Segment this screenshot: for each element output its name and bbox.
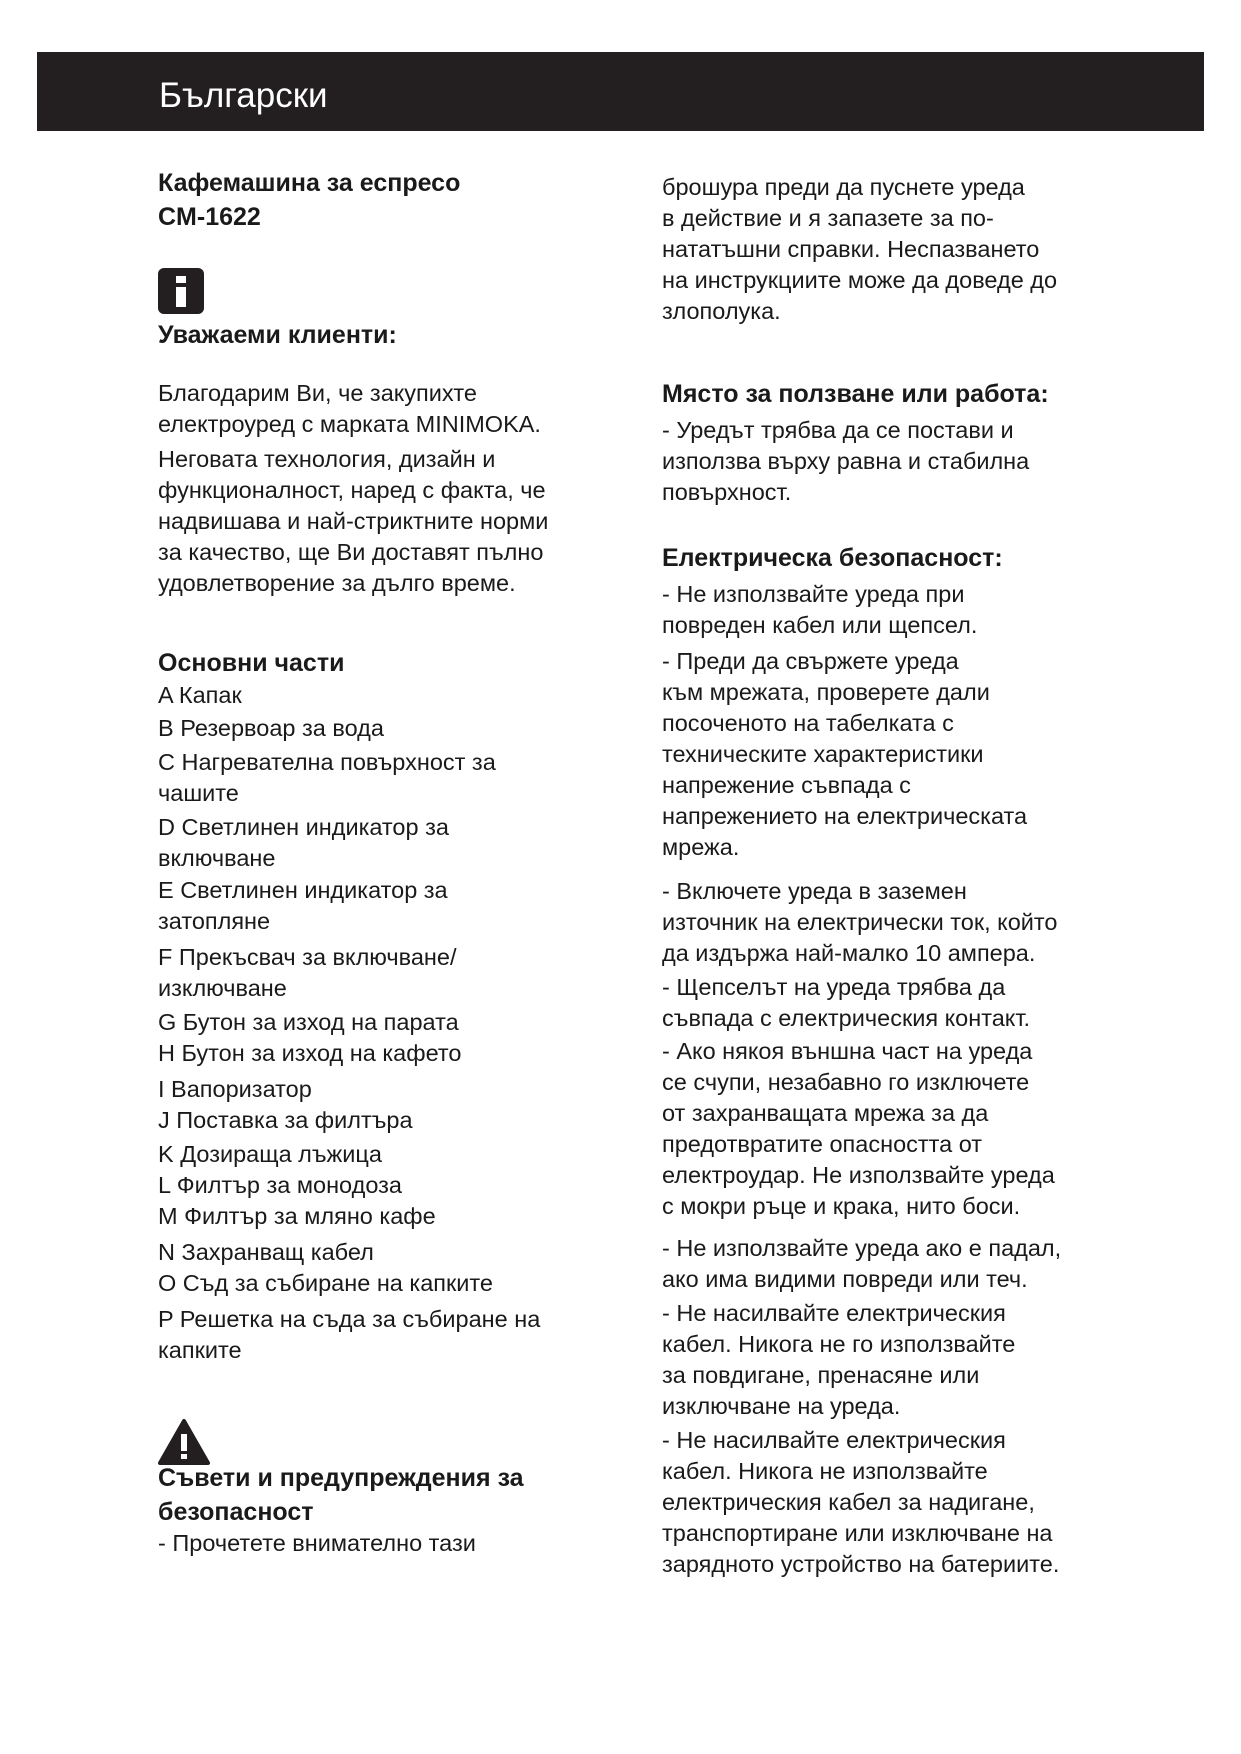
part-item: O Съд за събиране на капките: [158, 1270, 493, 1296]
greeting-heading: Уважаеми клиенти:: [158, 321, 397, 349]
part-item: F Прекъсвач за включване/ изключване: [158, 944, 457, 1001]
part-item: C Нагревателна повърхност за чашите: [158, 749, 496, 806]
electrical-heading: Електрическа безопасност:: [662, 544, 1003, 572]
safety-heading: Съвети и предупреждения за безопасност: [158, 1464, 524, 1526]
electrical-item: - Преди да свържете уреда към мрежата, проверете дали посоченото на табелката с техническите характеристики напрежение съвпада с напрежението на електрическата мрежа.: [662, 648, 1028, 860]
place-heading: Място за ползване или работа:: [662, 380, 1049, 408]
electrical-item: - Включете уреда в заземен източник на електрически ток, който да издържа най-малко 10 ампера.: [662, 878, 1058, 966]
part-item: I Вапоризатор: [158, 1076, 312, 1102]
warning-icon: [158, 1418, 210, 1466]
part-item: M Филтър за мляно кафе: [158, 1203, 436, 1229]
info-icon: [158, 268, 204, 314]
part-item: B Резервоар за вода: [158, 715, 384, 741]
electrical-item: - Не насилвайте електрическия кабел. Никога не използвайте електрическия кабел за надигане, транспортиране или изключване на зарядното устройство на батериите.: [662, 1427, 1060, 1577]
header-bar: [37, 52, 1204, 131]
language-title: Български: [159, 76, 328, 115]
electrical-item: - Не насилвайте електрическия кабел. Никога не го използвайте за повдигане, пренасяне или изключване на уреда.: [662, 1300, 1016, 1419]
part-item: N Захранващ кабел: [158, 1239, 374, 1265]
part-item: A Капак: [158, 682, 242, 708]
intro-paragraph-2: Неговата технология, дизайн и функционалност, наред с факта, че надвишава и най-стриктните норми за качество, ще Ви доставят пълно удовлетворение за дълго време.: [158, 446, 549, 596]
part-item: D Светлинен индикатор за включване: [158, 814, 449, 871]
part-item: P Решетка на съда за събиране на капките: [158, 1306, 541, 1363]
electrical-item: - Не използвайте уреда ако е падал, ако има видими повреди или теч.: [662, 1235, 1062, 1292]
part-item: J Поставка за филтъра: [158, 1107, 413, 1133]
part-item: H Бутон за изход на кафето: [158, 1040, 462, 1066]
electrical-item: - Ако някоя външна част на уреда се счупи, незабавно го изключете от захранващата мрежа за да предотвратите опасността от електроудар. Не използвайте уреда с мокри ръце и крака, нито боси.: [662, 1038, 1055, 1219]
electrical-item: - Щепселът на уреда трябва да съвпада с електрическия контакт.: [662, 974, 1031, 1031]
product-title: Кафемашина за еспресо CM-1622: [158, 169, 461, 231]
part-item: L Филтър за монодоза: [158, 1172, 402, 1198]
part-item: K Дозираща лъжица: [158, 1141, 382, 1167]
intro-paragraph-1: Благодарим Ви, че закупихте електроуред с марката MINIMOKA.: [158, 380, 541, 437]
place-text: - Уредът трябва да се постави и използва върху равна и стабилна повърхност.: [662, 417, 1030, 505]
electrical-item: - Не използвайте уреда при повреден кабел или щепсел.: [662, 581, 978, 638]
parts-heading: Основни части: [158, 649, 345, 677]
part-item: G Бутон за изход на парата: [158, 1009, 459, 1035]
brochure-continued: брошура преди да пуснете уреда в действие и я запазете за по- нататъшни справки. Неспазването на инструкциите може да доведе до злополука.: [662, 174, 1058, 324]
safety-intro: - Прочетете внимателно тази: [158, 1530, 476, 1556]
part-item: E Светлинен индикатор за затопляне: [158, 877, 448, 934]
